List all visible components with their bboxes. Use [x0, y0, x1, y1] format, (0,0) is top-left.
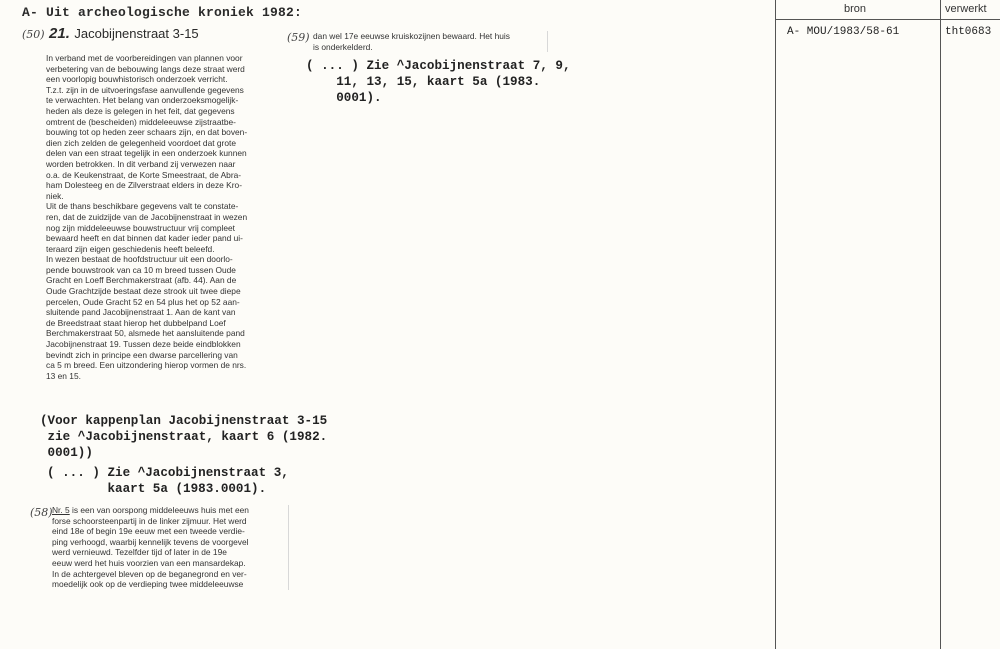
typed-line: 11, 13, 15, kaart 5a (1983.	[306, 75, 541, 89]
table-header-rule	[775, 19, 1000, 20]
entry-body: dan wel 17e eeuwse kruiskozijnen bewaard. Het huis is onderkelderd.	[313, 31, 548, 52]
column-header-processed: verwerkt	[945, 3, 987, 15]
typed-line: (Voor kappenplan Jacobijnenstraat 3-15	[40, 414, 328, 428]
cell-source: A- MOU/1983/58-61	[787, 26, 900, 38]
typed-line: zie ^Jacobijnenstraat, kaart 6 (1982.	[40, 430, 328, 444]
column-header-source: bron	[844, 3, 867, 15]
typed-line: 0001))	[40, 446, 93, 460]
entry-marker: (59)	[287, 31, 310, 44]
typed-note-roof-plan	[40, 413, 327, 461]
entry-title: Jacobijnenstraat 3-15	[74, 26, 199, 41]
entry-lead: Nr. 5	[52, 505, 70, 515]
typed-line: ( ... ) Zie ^Jacobijnenstraat 7, 9,	[306, 59, 571, 73]
typed-note-reference-7	[306, 58, 571, 106]
typed-line: kaart 5a (1983.0001).	[47, 482, 267, 496]
entry-marker-block	[30, 503, 53, 521]
entry-text: is een van oorspong middeleeuws huis met een forse schoorsteenpartij in de linker zijmuur. Het werd eind 18e of begin 19e eeuw met een tweede verdie- ping verhoogd, waarbij kennelijk tevens de voorgevel werd vernieuwd. Tezelfder tijd of later in de 19e eeuw werd het huis voorzien van een mansardekap. In de achtergevel bleven op de beganegrond en ver- moedelijk ook op de verdieping twee middeleeuwse	[52, 505, 249, 590]
entry-marker-block	[287, 28, 310, 46]
typed-note-reference-3	[47, 465, 289, 497]
entry-number: 21.	[49, 25, 70, 42]
entry-heading	[22, 25, 199, 43]
table-divider-left	[775, 0, 776, 649]
page-title: A- Uit archeologische kroniek 1982:	[22, 5, 303, 20]
entry-body	[52, 505, 289, 590]
cell-processed: tht0683	[945, 26, 992, 38]
entry-marker: (50)	[22, 28, 45, 41]
typed-line: 0001).	[306, 91, 382, 105]
entry-marker: (58)	[30, 506, 53, 519]
table-divider-middle	[940, 0, 941, 649]
typed-line: ( ... ) Zie ^Jacobijnenstraat 3,	[47, 466, 289, 480]
entry-body: In verband met de voorbereidingen van plannen voor verbetering van de bebouwing langs deze straat werd een voorlopig bouwhistorisch onderzoek verricht. T.z.t. zijn in de uitvoeringsfase aanvullende gegevens te verwachten. Het belang van onderzoeksmogelijk- heden als deze is gelegen in het feit, dat gegevens omtrent de (bescheiden) middeleeuwse zijstraatbe- bouwing tot op heden zeer schaars zijn, en dat boven- dien zich zelden de gelegenheid voordoet dat grote delen van een straat tegelijk in een onderzoek kunnen worden betrokken. In dit verband zij verwezen naar o.a. de Keukenstraat, de Korte Smeestraat, de Abra- ham Dolesteeg en de Zilverstraat elders in deze Kro- niek. Uit de thans beschikbare gegevens valt te constate- ren, dat de zuidzijde van de Jacobijnenstraat in wezen nog zijn middeleeuwse bouwstructuur vrij compleet bewaard heeft en dat binnen dat kader ieder pand ui- teraard zijn eigen geschiedenis heeft beleefd. In wezen bestaat de hoofdstructuur uit een doorlo- pende bouwstrook van ca 10 m breed tussen Oude Gracht en Loeff Berchmakerstraat (afb. 44). Aan de Oude Grachtzijde bestaat deze strook uit twee diepe percelen, Oude Gracht 52 en 54 plus het op 52 aan- sluitende pand Jacobijnenstraat 1. Aan de kant van de Breedstraat staat hierop het dubbelpand Loef Berchmakerstraat 50, alsmede het aansluitende pand Jacobijnenstraat 19. Tussen deze beide eindblokken bevindt zich in principe een dwarse parcellering van ca 5 m breed. Een uitzondering hierop vormen de nrs. 13 en 15.	[46, 53, 248, 381]
